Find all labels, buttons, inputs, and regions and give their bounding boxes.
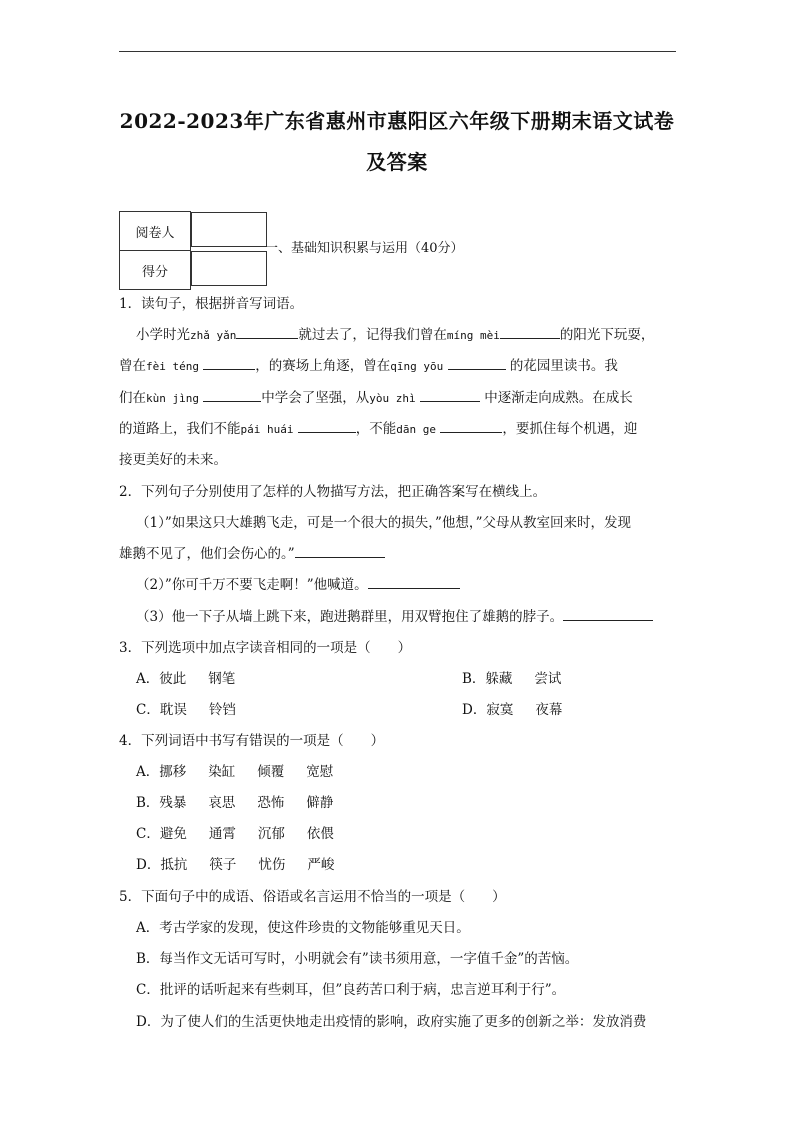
q3-stem: 3．下列选项中加点字读音相同的一项是（ ） <box>119 640 412 656</box>
score-label: 得分 <box>120 251 191 290</box>
reviewer-label: 阅卷人 <box>120 212 191 251</box>
q5-stem: 5．下面句子中的成语、俗语或名言运用不恰当的一项是（ ） <box>119 889 506 905</box>
pinyin: kùn jìng <box>146 392 199 405</box>
q4-option-a[interactable]: A．挪移 染缸 倾覆 宽慰 <box>136 764 334 780</box>
page-title-line2: 及答案 <box>366 150 428 174</box>
pinyin: zhǎ yǎn <box>190 329 237 342</box>
answer-blank[interactable] <box>448 357 506 370</box>
q5-option-c[interactable]: C．批评的话听起来有些刺耳，但”良药苦口利于病，忠言逆耳利于行”。 <box>136 982 566 998</box>
q4-stem: 4．下列词语中书写有错误的一项是（ ） <box>119 733 385 749</box>
answer-blank[interactable] <box>500 326 560 339</box>
q1-line5: 接更美好的未来。 <box>119 452 227 468</box>
pinyin: míng mèi <box>446 329 500 342</box>
q1-line4: 的道路上，我们不能pái huái ，不能dān ge ，要抓住每个机遇，迎 <box>119 421 638 437</box>
q3-option-a[interactable]: A．彼此 钢笔 <box>136 671 236 687</box>
q4-option-d[interactable]: D．抵抗 筷子 忧伤 严峻 <box>136 857 335 873</box>
pinyin: pái huái <box>240 423 294 436</box>
page-title: 2022-2023年广东省惠州市惠阳区六年级下册期末语文试卷 <box>119 109 675 133</box>
answer-blank[interactable] <box>236 326 298 339</box>
header-rule <box>119 51 676 52</box>
section-heading: 一、基础知识积累与运用（40分） <box>265 241 464 256</box>
q4-option-b[interactable]: B．残暴 哀思 恐怖 僻静 <box>136 795 334 811</box>
q1-stem: 1．读句子，根据拼音写词语。 <box>119 296 304 312</box>
q2-s1b: 雄鹅不见了，他们会伤心的。” <box>119 542 385 562</box>
answer-blank[interactable] <box>203 357 255 370</box>
q4-option-c[interactable]: C．避免 通霄 沉郁 依偎 <box>136 826 334 842</box>
score-table <box>119 211 268 290</box>
pinyin: dān ge <box>396 423 437 436</box>
answer-blank[interactable] <box>440 420 502 433</box>
q3-option-d[interactable]: D．寂寞 夜幕 <box>462 702 563 718</box>
answer-blank[interactable] <box>203 389 261 402</box>
q5-option-b[interactable]: B．每当作文无话可写时，小明就会有”读书须用意，一字值千金”的苦恼。 <box>136 951 579 967</box>
q1-line1: 小学时光zhǎ yǎn 就过去了，记得我们曾在míng mèi 的阳光下玩耍， <box>136 327 655 343</box>
pinyin: yòu zhì <box>369 392 416 405</box>
answer-blank[interactable] <box>563 608 653 621</box>
q1-line3: 们在kùn jìng 中学会了坚强，从yòu zhì 中逐渐走向成熟。在成长 <box>119 390 633 406</box>
q2-s2: （2）”你可千万不要飞走啊！”他喊道。 <box>136 573 460 593</box>
q1-line2: 曾在fèi téng ，的赛场上角逐，曾在qīng yōu 的花园里读书。我 <box>119 358 618 374</box>
q5-option-d[interactable]: D．为了使人们的生活更快地走出疫情的影响，政府实施了更多的创新之举：发放消费 <box>136 1014 647 1030</box>
answer-blank[interactable] <box>420 389 480 402</box>
pinyin: fèi téng <box>146 360 199 373</box>
reviewer-cell[interactable] <box>191 212 267 247</box>
answer-blank[interactable] <box>298 420 356 433</box>
pinyin: qīng yōu <box>390 360 444 373</box>
answer-blank[interactable] <box>368 576 460 589</box>
q2-stem: 2．下列句子分别使用了怎样的人物描写方法，把正确答案写在横线上。 <box>119 484 547 500</box>
answer-blank[interactable] <box>295 545 385 558</box>
q3-option-c[interactable]: C．耽误 铃铛 <box>136 702 236 718</box>
q2-s3: （3）他一下子从墙上跳下来，跑进鹅群里，用双臂抱住了雄鹅的脖子。 <box>136 605 653 625</box>
q3-option-b[interactable]: B．躲藏 尝试 <box>462 671 562 687</box>
q5-option-a[interactable]: A．考古学家的发现，使这件珍贵的文物能够重见天日。 <box>136 920 470 936</box>
score-cell[interactable] <box>191 251 267 286</box>
q2-s1a: （1）”如果这只大雄鹅飞走，可是一个很大的损失，”他想，”父母从教室回来时，发现 <box>136 515 632 531</box>
